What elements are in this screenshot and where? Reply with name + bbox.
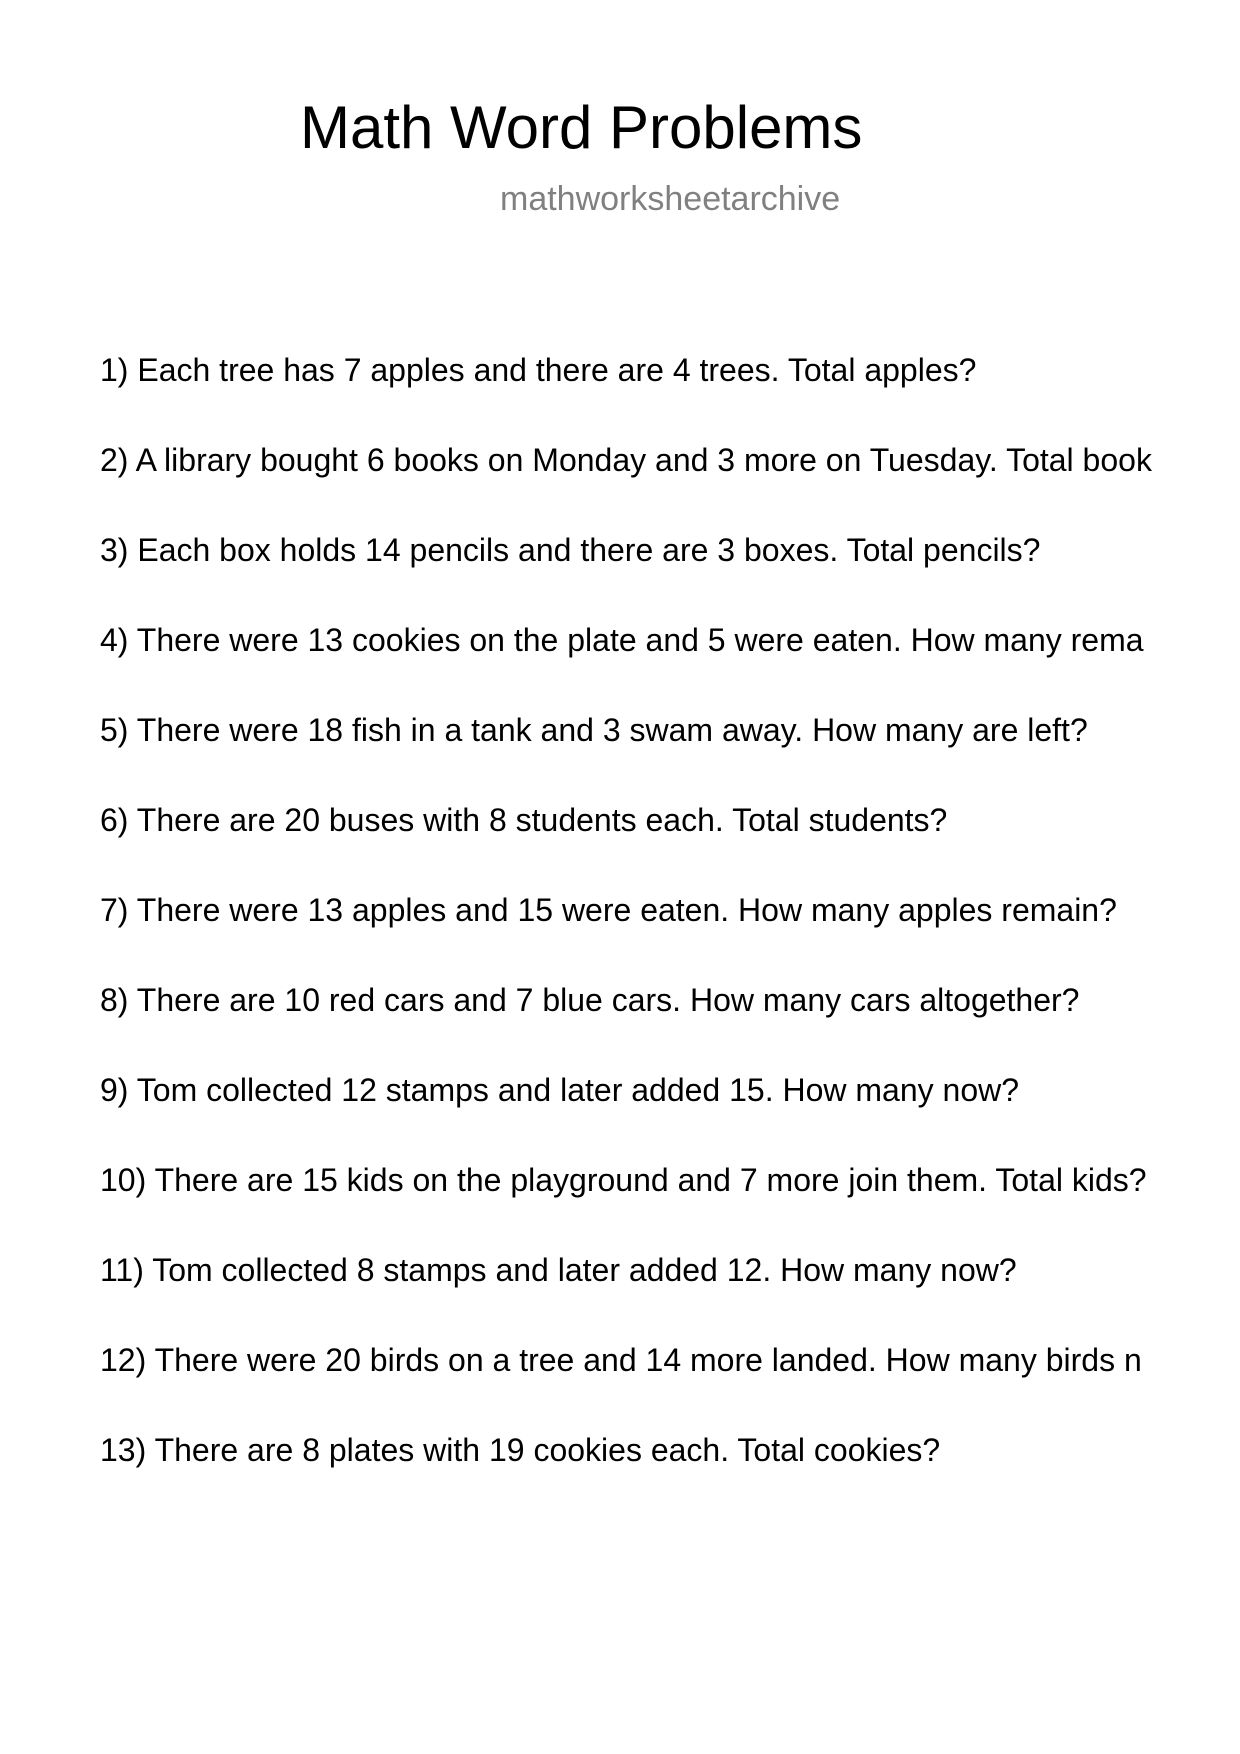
problem-item-5: 5) There were 18 fish in a tank and 3 swam away. How many are left? — [100, 712, 1088, 748]
problem-item-10: 10) There are 15 kids on the playground and 7 more join them. Total kids? — [100, 1162, 1147, 1198]
problem-item-1: 1) Each tree has 7 apples and there are 4 trees. Total apples? — [100, 352, 977, 388]
problem-item-12: 12) There were 20 birds on a tree and 14 more landed. How many birds n — [100, 1342, 1142, 1378]
problem-item-4: 4) There were 13 cookies on the plate and 5 were eaten. How many rema — [100, 622, 1144, 658]
problem-list — [100, 352, 1240, 1522]
problem-item-6: 6) There are 20 buses with 8 students each. Total students? — [100, 802, 948, 838]
problem-item-7: 7) There were 13 apples and 15 were eaten. How many apples remain? — [100, 892, 1117, 928]
problem-item-3: 3) Each box holds 14 pencils and there are 3 boxes. Total pencils? — [100, 532, 1041, 568]
problem-item-9: 9) Tom collected 12 stamps and later added 15. How many now? — [100, 1072, 1020, 1108]
problem-item-8: 8) There are 10 red cars and 7 blue cars. How many cars altogether? — [100, 982, 1080, 1018]
page-subtitle: mathworksheetarchive — [500, 180, 841, 218]
problem-item-13: 13) There are 8 plates with 19 cookies each. Total cookies? — [100, 1432, 941, 1468]
problem-item-11: 11) Tom collected 8 stamps and later added 12. How many now? — [100, 1252, 1017, 1288]
page-title: Math Word Problems — [300, 94, 863, 161]
problem-item-2: 2) A library bought 6 books on Monday and 3 more on Tuesday. Total book — [100, 442, 1152, 478]
